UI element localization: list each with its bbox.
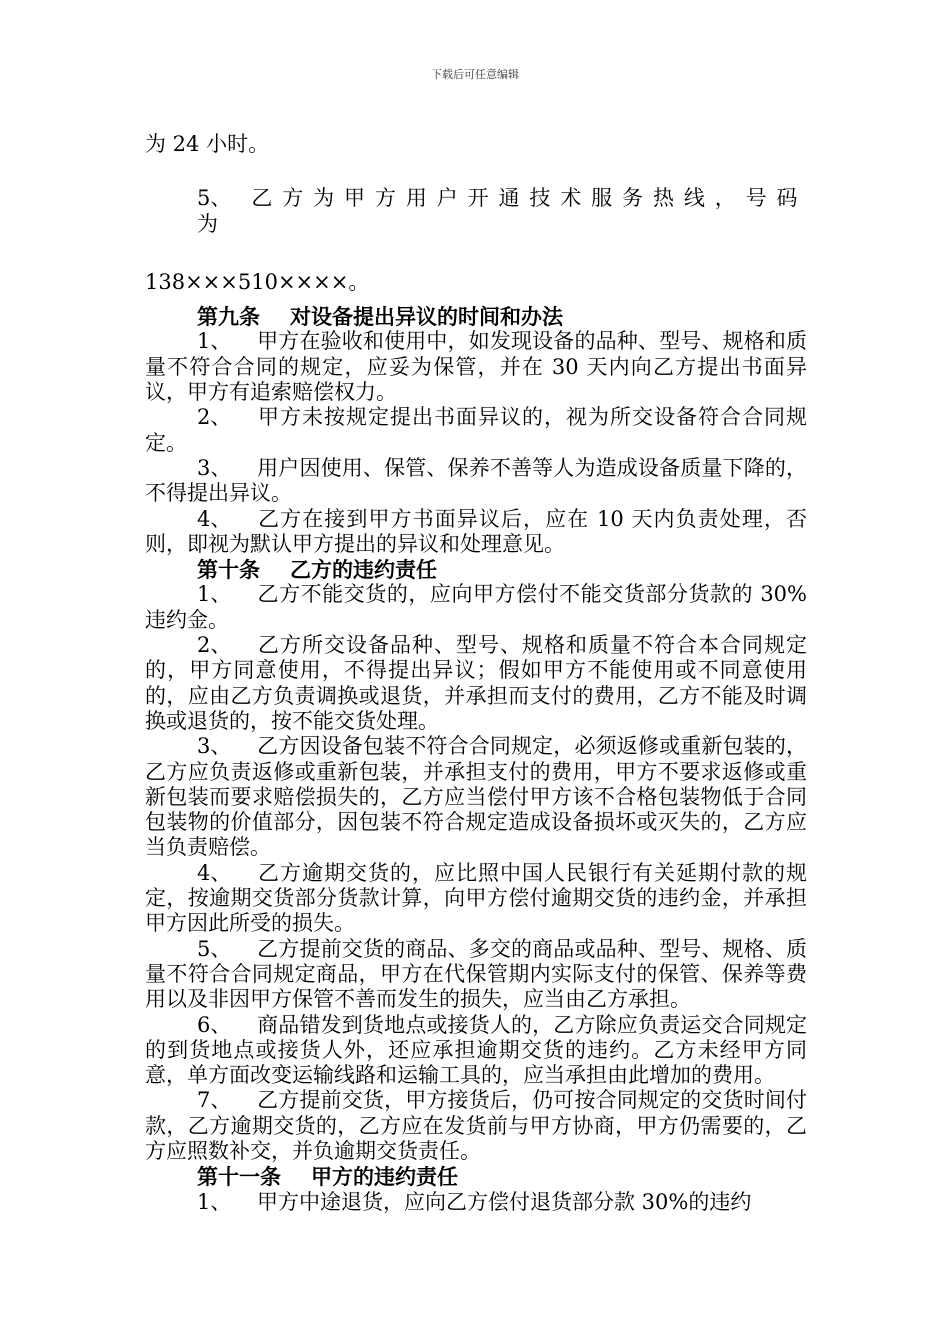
item-number: 6、 [197,1012,232,1037]
clause-item [145,507,807,558]
sections [145,304,807,1215]
clause-item [145,1190,807,1215]
section-number: 第九条 [197,304,260,330]
item-number: 7、 [197,1088,232,1113]
item-text: 乙方不能交货的，应向甲方偿付不能交货部分货款的 30%违约金。 [145,582,807,632]
clause-item [145,633,807,734]
item-number: 1、 [197,582,232,607]
section-heading [145,304,807,329]
item-text: 乙方因设备包装不符合合同规定，必须返修或重新包装的，乙方应负责返修或重新包装，并承担支付的费用，甲方不要求返修或重新包装而要求赔偿损失的，乙方应当偿付甲方该不合格包装物低于合同包装物的价值部分，因包装不符合规定造成设备损坏或灭失的，乙方应当负责赔偿。 [145,734,807,860]
document-body [145,132,807,1215]
intro-line-3: 138×××510××××。 [145,269,370,294]
item-number: 4、 [197,506,232,531]
section-number: 第十一条 [197,1164,281,1190]
intro-item-5 [145,186,807,237]
item-text: 乙方逾期交货的，应比照中国人民银行有关延期付款的规定，按逾期交货部分货款计算，向甲方偿付逾期交货的违约金，并承担甲方因此所受的损失。 [145,860,807,936]
item-text: 甲方中途退货，应向乙方偿付退货部分款 30%的违约 [257,1189,752,1214]
item-text: 用户因使用、保管、保养不善等人为造成设备质量下降的，不得提出异议。 [145,455,807,506]
clause-item [145,1013,807,1089]
item-text: 乙方为甲方用户开通技术服务热线，号码为 [197,186,807,236]
item-number: 1、 [197,329,232,354]
clause-item [145,734,807,860]
section-heading [145,1164,807,1189]
page-header: 下载后可任意编辑 [431,68,519,81]
item-number: 4、 [197,860,232,885]
section-title: 甲方的违约责任 [311,1164,458,1190]
clause-item [145,405,807,456]
clause-item [145,456,807,507]
item-number: 1、 [197,1189,232,1214]
section-number: 第十条 [197,557,260,583]
item-text: 乙方在接到甲方书面异议后，应在 10 天内负责处理，否则，即视为默认甲方提出的异议和处理意见。 [145,506,807,556]
clause-item [145,1088,807,1164]
item-text: 乙方所交设备品种、型号、规格和质量不符合本合同规定的，甲方同意使用，不得提出异议；假如甲方不能使用或不同意使用的，应由乙方负责调换或退货，并承担而支付的费用，乙方不能及时调换或退货的，按不能交货处理。 [145,633,807,733]
section-heading [145,557,807,582]
intro-line-1: 为 24 小时。 [145,132,270,156]
item-number: 3、 [197,734,232,759]
clause-item [145,582,807,633]
clause-item [145,937,807,1013]
item-text: 乙方提前交货的商品、多交的商品或品种、型号、规格、质量不符合合同规定商品，甲方在代保管期内实际支付的保管、保养等费用以及非因甲方保管不善而发生的损失，应当由乙方承担。 [145,936,807,1012]
clause-item [145,329,807,405]
item-number: 3、 [197,455,232,480]
item-number: 2、 [197,405,232,430]
item-text: 甲方在验收和使用中，如发现设备的品种、型号、规格和质量不符合合同的规定，应妥为保管，并在 30 天内向乙方提出书面异议，甲方有追索赔偿权力。 [145,329,807,405]
clause-item [145,861,807,937]
item-number: 5、 [197,936,232,961]
item-number: 5、 [197,186,232,211]
section-title: 对设备提出异议的时间和办法 [290,304,563,330]
item-number: 2、 [197,633,232,658]
item-text: 乙方提前交货，甲方接货后，仍可按合同规定的交货时间付款，乙方逾期交货的，乙方应在发货前与甲方协商，甲方仍需要的，乙方应照数补交，并负逾期交货责任。 [145,1088,807,1163]
item-text: 甲方未按规定提出书面异议的，视为所交设备符合合同规定。 [145,405,807,455]
section-title: 乙方的违约责任 [290,557,437,583]
item-text: 商品错发到货地点或接货人的，乙方除应负责运交合同规定的到货地点或接货人外，还应承担逾期交货的违约。乙方未经甲方同意，单方面改变运输线路和运输工具的，应当承担由此增加的费用。 [145,1012,807,1088]
